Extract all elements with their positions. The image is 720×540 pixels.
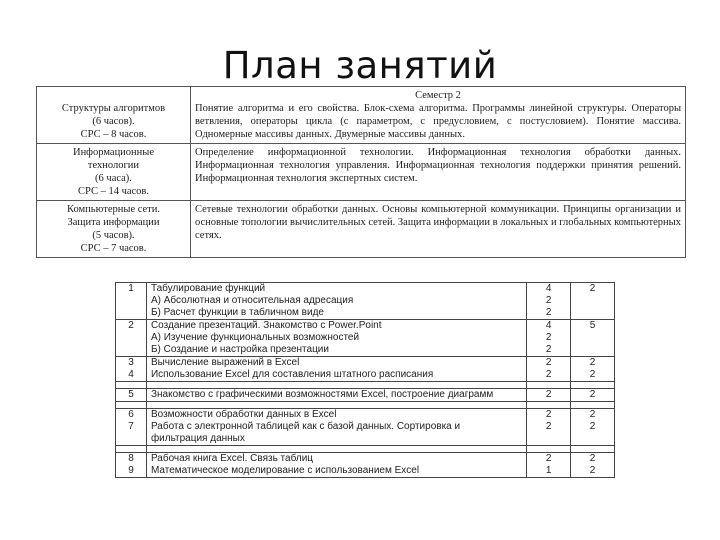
- hours-line: 2: [589, 453, 596, 464]
- topic-line: Табулирование функций: [150, 283, 266, 294]
- section-name-line: (5 часов).: [92, 230, 135, 241]
- section-name: [37, 102, 191, 144]
- table-row: [116, 283, 615, 320]
- hours-line: 2: [545, 421, 552, 432]
- table-row: [116, 389, 615, 402]
- section-name: [37, 201, 191, 258]
- lesson-number: [116, 453, 147, 478]
- topic-line: Использование Excel для составления штатного расписания: [150, 369, 434, 380]
- hours-line: 5: [589, 320, 596, 331]
- topic-line: Б) Создание и настройка презентации: [150, 344, 329, 355]
- hours-line: 2: [545, 453, 552, 464]
- topic-line: Работа с электронной таблицей как с базой данных. Сортировка и: [150, 421, 461, 432]
- section-name-line: технологии: [87, 160, 140, 171]
- hours-line: [575, 332, 610, 344]
- hours-line: 2: [589, 389, 596, 400]
- hours-line: 1: [545, 465, 552, 476]
- table-row: [37, 201, 686, 258]
- number-line: 4: [128, 369, 134, 380]
- hours-column-1: [527, 320, 571, 357]
- number-line: 9: [128, 465, 134, 476]
- table-row: [37, 102, 686, 144]
- table-spacer-row: [116, 446, 615, 453]
- hours-line: [531, 433, 566, 445]
- topic-line: Создание презентаций. Знакомство с Power.Point: [150, 320, 382, 331]
- hours-line: [575, 344, 610, 356]
- hours-line: [575, 433, 610, 445]
- hours-column-1: [527, 283, 571, 320]
- hours-line: 2: [545, 409, 552, 420]
- topic-line: Знакомство с графическими возможностями Excel, построение диаграмм: [150, 389, 494, 400]
- topic-line: Математическое моделирование с использованием Excel: [150, 465, 420, 476]
- lesson-number: [116, 389, 147, 402]
- lesson-number: [116, 283, 147, 320]
- section-name-line: (6 часов).: [92, 116, 135, 127]
- lesson-topic: [146, 409, 526, 446]
- number-line: [120, 344, 142, 356]
- section-name-line: СРС – 14 часов.: [77, 186, 150, 197]
- hours-line: [575, 295, 610, 307]
- topic-line: Рабочая книга Excel. Связь таблиц: [150, 453, 314, 464]
- number-line: [120, 433, 142, 445]
- semester-topics-table: [36, 86, 686, 258]
- number-line: 7: [128, 421, 134, 432]
- hours-column-2: [571, 409, 615, 446]
- hours-line: 4: [545, 283, 552, 294]
- number-line: 2: [128, 320, 134, 331]
- hours-column-2: [571, 320, 615, 357]
- section-name-line: Структуры алгоритмов: [61, 103, 166, 114]
- section-name-line: Защита информации: [67, 217, 160, 228]
- table-row: [116, 320, 615, 357]
- section-name: [37, 144, 191, 201]
- hours-line: 2: [589, 409, 596, 420]
- hours-column-1: [527, 389, 571, 402]
- section-content: Определение информационной технологии. Информационная технология обработки данных. Информационная технология управления. Информационная технология поддержки принятия решений. Информационная технология экспертных систем.: [191, 144, 686, 201]
- lab-works-table: [115, 282, 615, 478]
- topic-line: Возможности обработки данных в Excel: [150, 409, 337, 420]
- section-content: Сетевые технологии обработки данных. Основы компьютерной коммуникации. Принципы организации и основные топологии вычислительных сетей. Защита информации в локальных и глобальных компьютерных сетях.: [191, 201, 686, 258]
- semester-header-row: [37, 87, 686, 103]
- hours-column-2: [571, 453, 615, 478]
- table-spacer-row: [116, 382, 615, 389]
- hours-line: 2: [589, 357, 596, 368]
- hours-line: 2: [589, 369, 596, 380]
- hours-column-1: [527, 409, 571, 446]
- lesson-topic: [146, 320, 526, 357]
- number-line: 1: [128, 283, 134, 294]
- section-name-line: Информационные: [72, 147, 155, 158]
- semester-header-blank: [37, 87, 191, 103]
- lesson-topic: [146, 453, 526, 478]
- section-content: Понятие алгоритма и его свойства. Блок-схема алгоритма. Программы линейной структуры. Операторы ветвления, операторы цикла (с параметром, с предусловием, с постусловием). Понятие массива. Одномерные массивы данных. Двумерные массивы данных.: [191, 102, 686, 144]
- hours-line: [575, 307, 610, 319]
- semester-label: Семестр 2: [191, 87, 686, 103]
- hours-line: 2: [589, 465, 596, 476]
- hours-line: 2: [545, 295, 552, 306]
- hours-column-2: [571, 283, 615, 320]
- number-line: [120, 307, 142, 319]
- page-title: План занятий: [222, 44, 498, 87]
- number-line: 8: [128, 453, 134, 464]
- section-name-line: СРС – 7 часов.: [80, 243, 147, 254]
- table-row: [116, 409, 615, 446]
- hours-line: 2: [545, 332, 552, 343]
- hours-line: 2: [545, 344, 552, 355]
- lesson-number: [116, 320, 147, 357]
- topic-line: Б) Расчет функции в табличном виде: [150, 307, 324, 318]
- section-name-line: СРС – 8 часов.: [80, 129, 147, 140]
- lesson-number: [116, 409, 147, 446]
- number-line: [120, 295, 142, 307]
- table-row: [116, 357, 615, 382]
- hours-column-2: [571, 389, 615, 402]
- hours-line: 2: [589, 421, 596, 432]
- number-line: 3: [128, 357, 134, 368]
- topic-line: А) Абсолютная и относительная адресация: [150, 295, 354, 306]
- number-line: 5: [128, 389, 134, 400]
- table-row: [37, 144, 686, 201]
- hours-line: 2: [589, 283, 596, 294]
- hours-line: 2: [545, 357, 552, 368]
- lesson-topic: [146, 357, 526, 382]
- hours-line: 2: [545, 369, 552, 380]
- section-name-line: Компьютерные сети.: [66, 204, 161, 215]
- topic-line: фильтрация данных: [150, 433, 245, 444]
- number-line: [120, 332, 142, 344]
- hours-line: 4: [545, 320, 552, 331]
- topic-line: Вычисление выражений в Excel: [150, 357, 300, 368]
- hours-line: 2: [545, 389, 552, 400]
- lesson-number: [116, 357, 147, 382]
- table-spacer-row: [116, 402, 615, 409]
- hours-column-1: [527, 357, 571, 382]
- lesson-topic: [146, 283, 526, 320]
- table-row: [116, 453, 615, 478]
- lesson-topic: [146, 389, 526, 402]
- hours-column-1: [527, 453, 571, 478]
- topic-line: А) Изучение функциональных возможностей: [150, 332, 360, 343]
- number-line: 6: [128, 409, 134, 420]
- section-name-line: (6 часа).: [95, 173, 132, 184]
- hours-line: 2: [545, 307, 552, 318]
- hours-column-2: [571, 357, 615, 382]
